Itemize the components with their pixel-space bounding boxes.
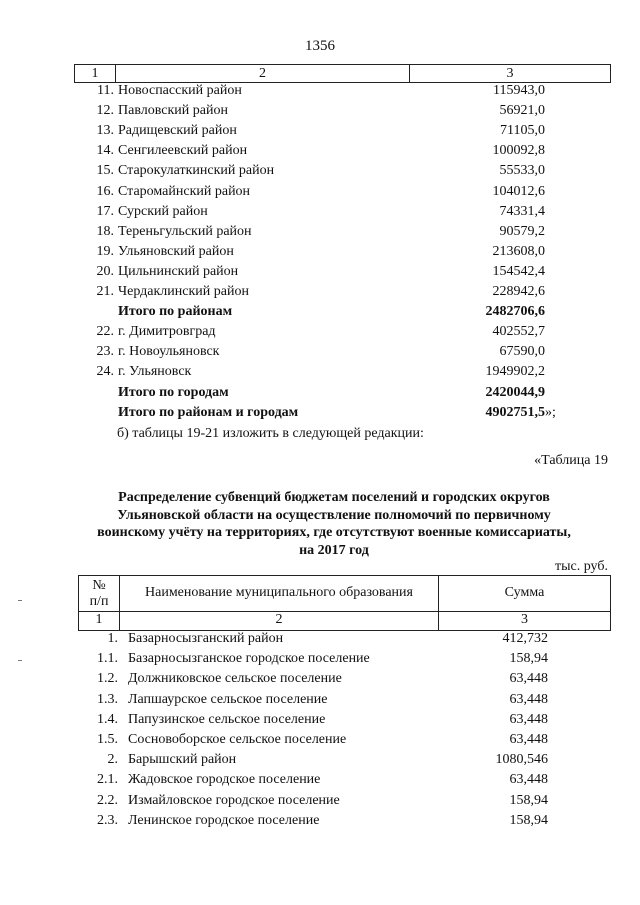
row-name: Должниковское сельское поселение — [128, 671, 342, 687]
row-name: Сурский район — [118, 203, 208, 219]
row-value: 158,94 — [509, 812, 548, 828]
row-value — [409, 121, 545, 141]
row-number: 22. — [96, 324, 114, 340]
table1-row — [74, 403, 609, 423]
table1-row — [74, 262, 609, 282]
table1-row — [74, 282, 609, 302]
table2-row — [78, 750, 609, 770]
row-name: Новоспасский район — [118, 83, 242, 98]
row-number: 19. — [96, 243, 114, 259]
col-num-header — [79, 578, 119, 610]
row-number: 2.1. — [97, 772, 118, 788]
value-number: 154542,4 — [492, 263, 545, 279]
row-name: Лапшаурское сельское поселение — [128, 691, 328, 707]
row-value — [409, 282, 545, 302]
value-number: 2482706,6 — [485, 304, 545, 320]
row-name: Измайловское городское поселение — [128, 792, 340, 808]
value-number: 1949902,2 — [485, 364, 545, 380]
row-number: 1.4. — [97, 711, 118, 727]
table2-row — [78, 811, 609, 831]
value-number: 213608,0 — [492, 243, 545, 259]
row-number: 1.3. — [97, 691, 118, 707]
value-number: 2420044,9 — [485, 384, 545, 400]
value-number: 4902751,5 — [485, 404, 545, 420]
row-value — [409, 322, 545, 342]
row-name: Ленинское городское поселение — [128, 812, 320, 828]
row-value — [409, 81, 545, 101]
row-number: 2.2. — [97, 792, 118, 808]
row-number: 1.5. — [97, 732, 118, 747]
row-value — [409, 302, 545, 322]
row-name: Чердаклинский район — [118, 284, 249, 299]
col-name-header: Наименование муниципального образования — [145, 585, 413, 600]
row-value: 63,448 — [509, 671, 548, 687]
value-number: 67590,0 — [499, 344, 545, 360]
table1-row — [74, 121, 609, 141]
row-number: 17. — [96, 203, 114, 219]
col-name-index: 2 — [275, 612, 283, 627]
row-name: Сосновоборское сельское поселение — [128, 732, 347, 747]
row-name: Итого по городам — [118, 384, 229, 400]
row-name: Тереньгульский район — [118, 223, 252, 239]
row-value — [409, 262, 545, 282]
col-num-line1: № — [92, 578, 106, 593]
value-number: 74331,4 — [499, 203, 545, 219]
row-number: 1.1. — [97, 651, 118, 667]
row-name: Ульяновский район — [118, 243, 234, 259]
row-name: г. Новоульяновск — [118, 344, 220, 360]
row-name: Итого по районам — [118, 304, 233, 320]
row-number: 16. — [96, 183, 114, 199]
table1-row — [74, 101, 609, 121]
row-name: г. Димитровград — [118, 324, 216, 340]
value-suffix: »; — [545, 404, 556, 420]
row-number: 1. — [107, 631, 118, 646]
value-number: 228942,6 — [492, 284, 545, 299]
col-sum-index: 3 — [521, 612, 528, 627]
value-number: 56921,0 — [499, 103, 545, 119]
row-number: 11. — [97, 83, 114, 98]
table2-row — [78, 730, 609, 750]
table-title — [64, 489, 604, 559]
table1-row — [74, 202, 609, 222]
row-value: 63,448 — [509, 711, 548, 727]
row-value — [409, 161, 545, 181]
row-number: 21. — [96, 284, 114, 299]
row-value — [409, 202, 545, 222]
row-value: 158,94 — [509, 792, 548, 808]
table1-row — [74, 222, 609, 242]
table2-row — [78, 629, 609, 649]
table1-row — [74, 161, 609, 181]
table1-row — [74, 302, 609, 322]
unit-label: тыс. руб. — [555, 559, 608, 574]
row-value: 63,448 — [509, 772, 548, 788]
table1-col2-header: 2 — [259, 66, 266, 81]
col-sum-header: Сумма — [504, 585, 545, 600]
value-number: 115943,0 — [493, 83, 545, 98]
row-value — [409, 182, 545, 202]
row-name: Итого по районам и городам — [118, 404, 299, 420]
table1-col3-header: 3 — [506, 66, 514, 81]
row-number: 15. — [96, 163, 114, 179]
row-value — [409, 141, 545, 161]
table2-row — [78, 710, 609, 730]
row-value — [409, 342, 545, 362]
amendment-note: б) таблицы 19-21 изложить в следующей редакции: — [117, 426, 424, 441]
row-number: 13. — [96, 123, 114, 139]
row-value: 63,448 — [509, 691, 548, 707]
row-name: Папузинское сельское поселение — [128, 711, 326, 727]
value-number: 100092,8 — [492, 143, 545, 159]
table2-row — [78, 649, 609, 669]
row-number: 20. — [96, 263, 114, 279]
row-number: 12. — [96, 103, 114, 119]
row-number: 18. — [96, 223, 114, 239]
value-number: 90579,2 — [499, 223, 545, 239]
value-number: 104012,6 — [492, 183, 545, 199]
table2-row — [78, 669, 609, 689]
table2-row — [78, 770, 609, 790]
row-number: 2.3. — [97, 812, 118, 828]
scan-mark — [18, 600, 22, 601]
table-reference: «Таблица 19 — [534, 453, 608, 468]
row-number: 14. — [96, 143, 114, 159]
table1-row — [74, 242, 609, 262]
row-name: Старокулаткинский район — [118, 163, 275, 179]
row-name: Базарносызганское городское поселение — [128, 651, 370, 667]
title-line: на 2017 год — [299, 542, 369, 558]
page-number: 1356 — [305, 38, 335, 54]
row-name: Радищевский район — [118, 123, 237, 139]
table2-header — [78, 575, 611, 631]
value-number: 71105,0 — [500, 123, 545, 139]
row-value — [409, 362, 545, 382]
row-value: 1080,546 — [495, 752, 548, 768]
table2-row — [78, 791, 609, 811]
table1-row — [74, 141, 609, 161]
row-name: Цильнинский район — [118, 263, 239, 279]
row-number: 2. — [107, 752, 118, 768]
value-number: 402552,7 — [492, 324, 545, 340]
value-number: 55533,0 — [499, 163, 545, 179]
row-value: 158,94 — [509, 651, 548, 667]
table1-col1-header: 1 — [91, 66, 99, 81]
row-value — [409, 101, 545, 121]
row-name: Старомайнский район — [118, 183, 251, 199]
row-name: Сенгилеевский район — [118, 143, 248, 159]
col-num-line2: п/п — [89, 594, 109, 609]
row-value — [409, 222, 545, 242]
table2-row — [78, 690, 609, 710]
row-value — [409, 383, 545, 403]
row-number: 23. — [96, 344, 114, 360]
row-number: 24. — [96, 364, 114, 380]
row-number: 1.2. — [97, 671, 118, 687]
row-value — [409, 242, 545, 262]
title-line: Распределение субвенций бюджетам поселений и городских округов — [118, 490, 550, 505]
table1-row — [74, 362, 609, 382]
title-line: воинскому учёту на территориях, где отсутствуют военные комиссариаты, — [97, 525, 571, 540]
table1-row — [74, 383, 609, 403]
row-value — [409, 403, 556, 423]
scan-mark — [18, 660, 22, 661]
row-value: 63,448 — [509, 732, 548, 747]
row-name: Барышский район — [128, 752, 237, 768]
row-value: 412,732 — [502, 631, 548, 646]
col-num-index: 1 — [95, 612, 103, 627]
title-line: Ульяновской области на осуществление полномочий по первичному — [117, 507, 551, 523]
row-name: г. Ульяновск — [118, 364, 192, 380]
row-name: Павловский район — [118, 103, 228, 119]
row-name: Базарносызганский район — [128, 631, 284, 646]
row-name: Жадовское городское поселение — [128, 772, 321, 788]
table1-row — [74, 322, 609, 342]
table1-row — [74, 182, 609, 202]
table1-row — [74, 81, 609, 101]
table1-row — [74, 342, 609, 362]
